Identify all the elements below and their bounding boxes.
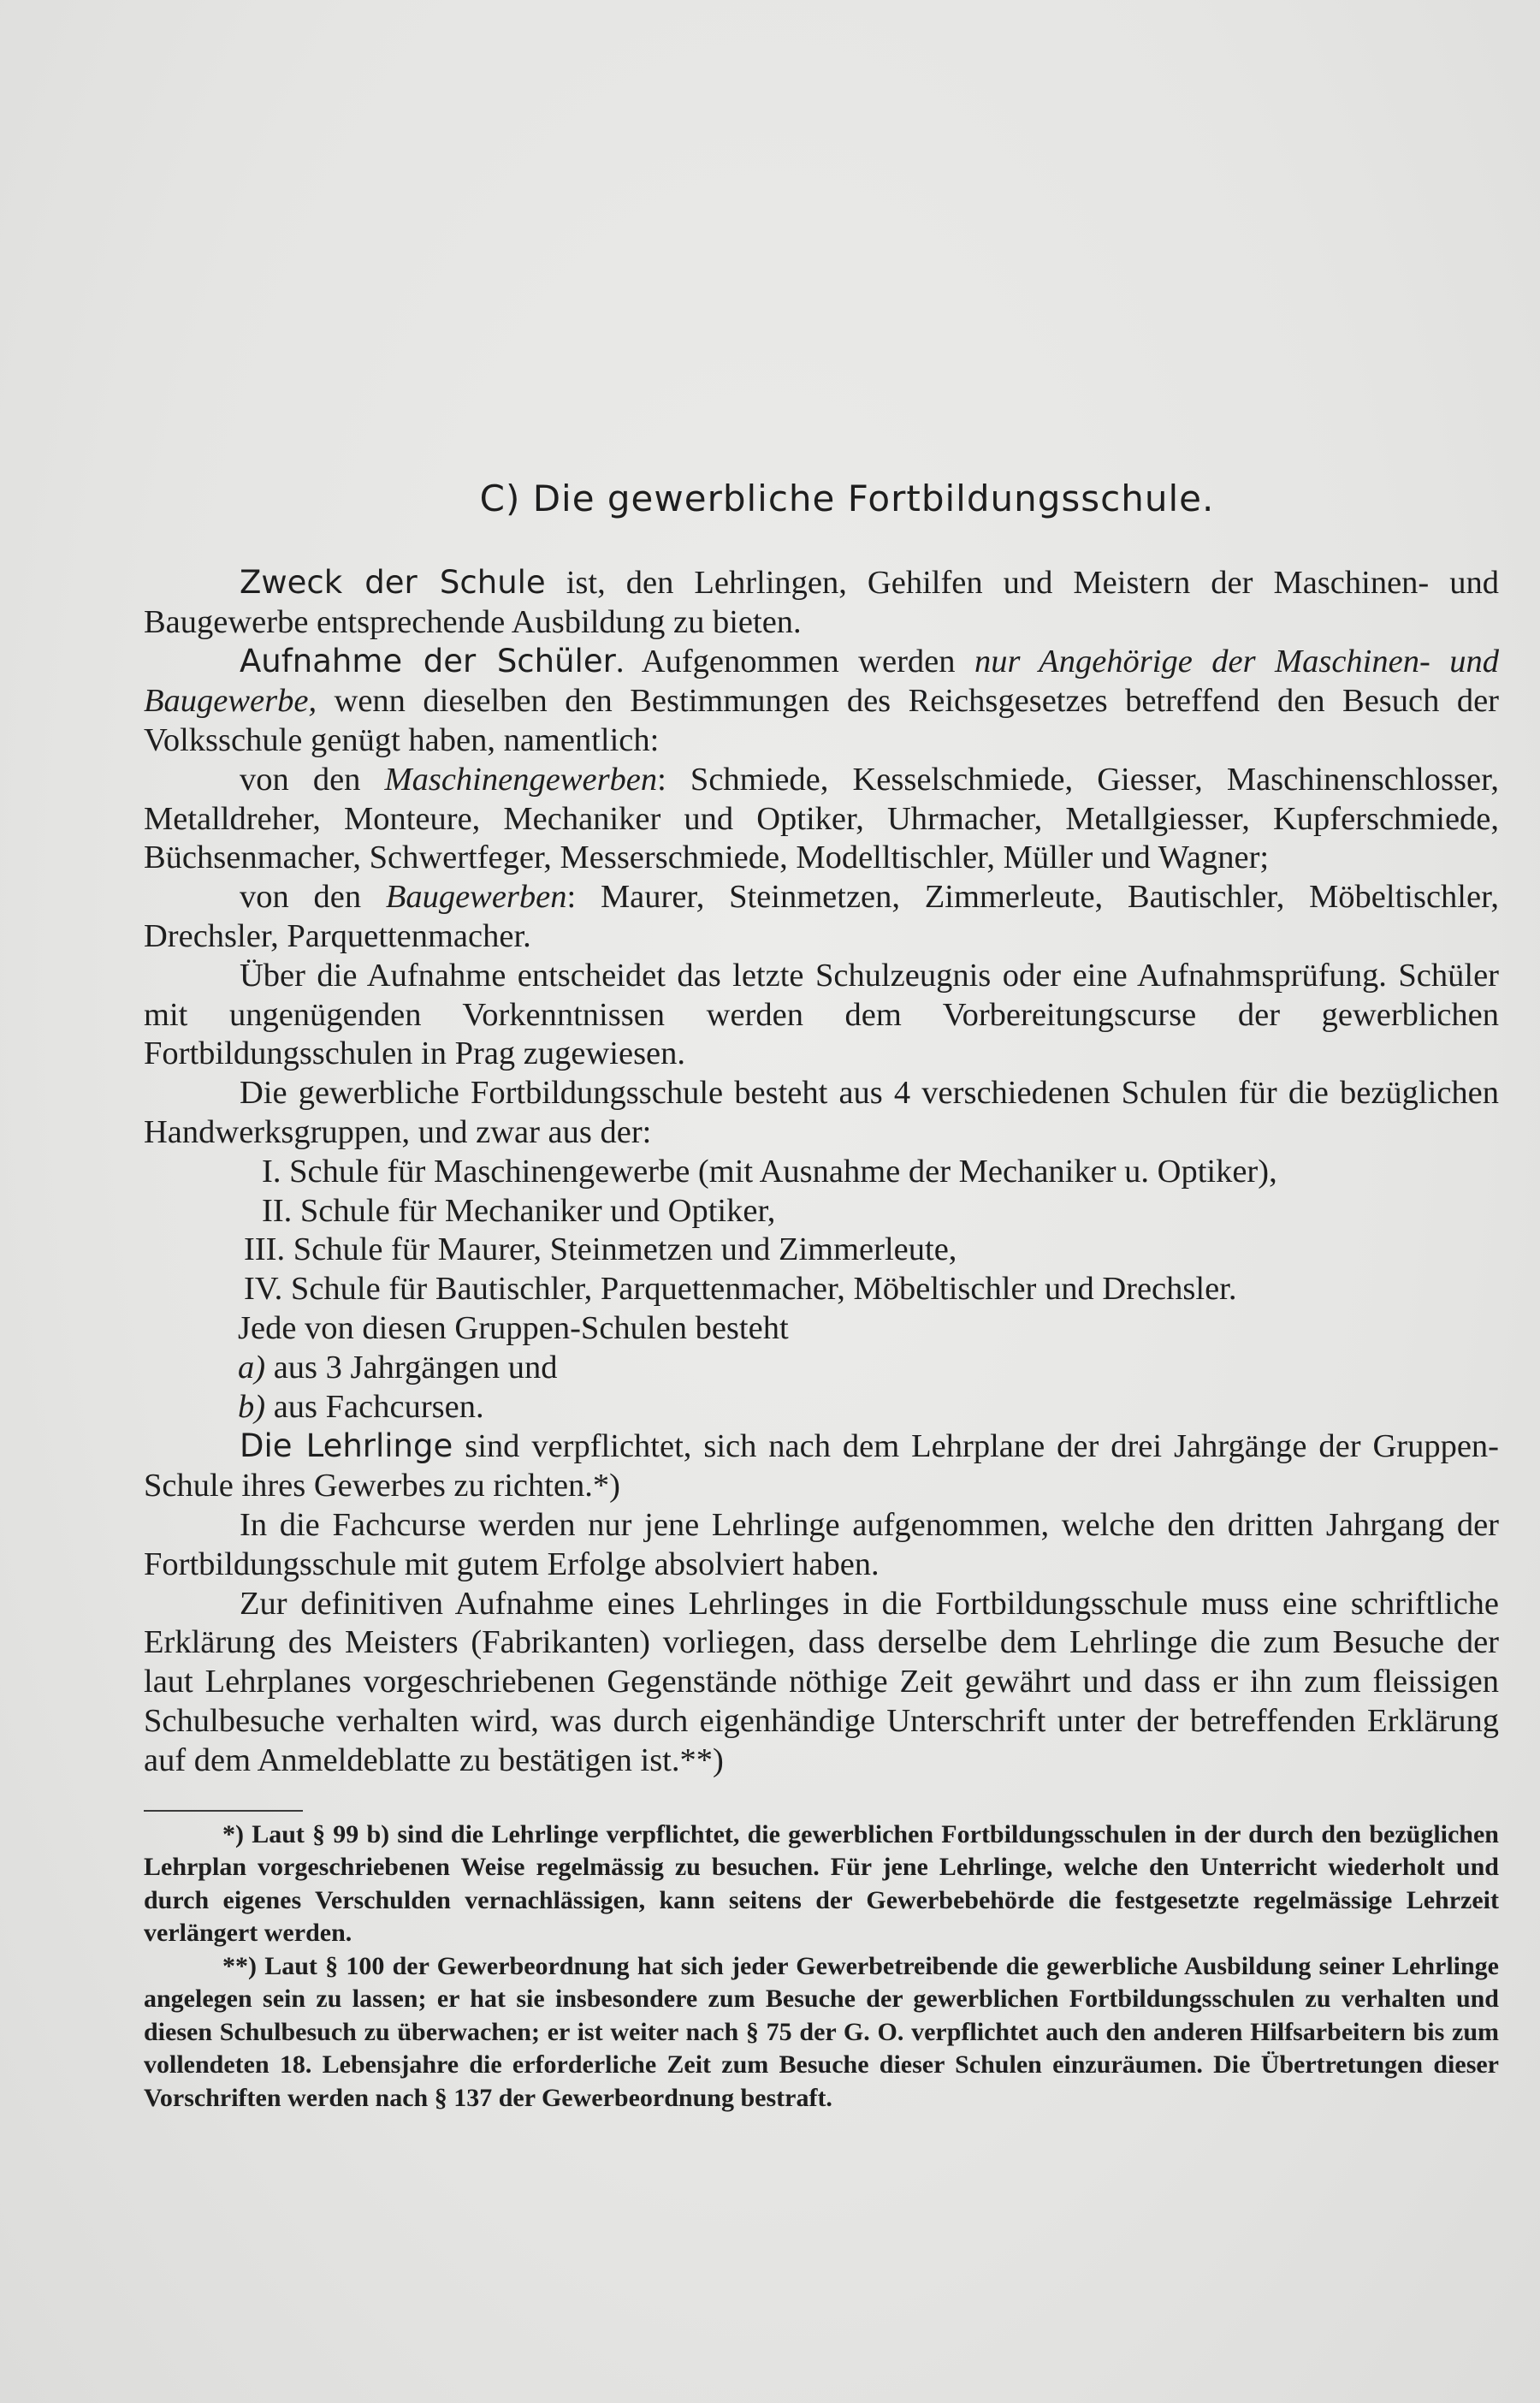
paragraph-emphasis: Baugewerben <box>385 879 567 916</box>
paragraph-lead: Die Lehrlinge <box>240 1427 453 1465</box>
paragraph-entrance-decision: Über die Aufnahme entscheidet das letzte Schulzeugnis oder eine Aufnahmsprüfung. Schüler mit ungenügenden Vorkenntnissen werden dem Vorbereitungscurse der gewerblichen Fortbildungsschulen in Prag zugewiesen. <box>144 957 1499 1072</box>
paragraph-text: sind verpflichtet, sich nach dem Lehrplane der drei Jahrgänge der Gruppen-Schule ihres Gewerbes zu richten.*) <box>144 1428 1499 1504</box>
paragraph-text: von den <box>240 879 386 916</box>
footnote: *) Laut § 99 b) sind die Lehrlinge verpflichtet, die gewerblichen Fortbildungsschulen in der durch den bezüglichen Lehrplan vorgeschriebenen Weise regelmässig zu besuchen. Für jene Lehrlinge, welche den Unterricht wiederholt und durch eigenes Verschulden vernachlässigen, kann seitens der Gewerbebehörde die festgesetzte regelmässige Lehrzeit verlängert werden. <box>144 1819 1499 1947</box>
group-text: aus 3 Jahrgängen und <box>265 1349 558 1385</box>
paragraph-special-courses: In die Fachcurse werden nur jene Lehrlinge aufgenommen, welche den dritten Jahrgang der Fortbildungsschule mit gutem Erfolge absolviert haben. <box>144 1506 1499 1582</box>
paragraph-emphasis: nur Angehörige der Maschinen- und Baugewerbe, <box>144 644 1499 720</box>
group-text: aus Fachcursen. <box>265 1388 484 1425</box>
paragraph-machine-trades <box>144 761 1499 878</box>
group-item <box>144 1388 1499 1427</box>
paragraph-lead: Zweck der Schule <box>240 563 546 601</box>
group-letter: b) <box>238 1388 266 1425</box>
paragraph-text: : Schmiede, Kesselschmiede, Giesser, Maschinenschlosser, Metalldreher, Monteure, Mechaniker und Optiker, Uhrmacher, Metallgiesser, Kupferschmiede, Büchsenmacher, Schwertfeger, Messerschmiede, Modelltischler, Müller und Wagner; <box>144 761 1500 876</box>
school-list-item: III. Schule für Maurer, Steinmetzen und Zimmerleute, <box>244 1231 957 1268</box>
paragraph-definitive-admission: Zur definitiven Aufnahme eines Lehrlinges in die Fortbildungsschule muss eine schriftliche Erklärung des Meisters (Fabrikanten) vorliegen, dass derselbe dem Lehrlinge die zum Besuche der laut Lehrplanes vorgeschriebenen Gegenstände nöthige Zeit gewährt und dass er ihn zum fleissigen Schulbesuche verhalten wird, was durch eigenhändige Unterschrift unter der betreffenden Erklärung auf dem Anmeldeblatte zu bestätigen ist.**) <box>144 1585 1499 1778</box>
paragraph-text: ist, den Lehrlingen, Gehilfen und Meistern der Maschinen- und Baugewerbe entsprechende Ausbildung zu bieten. <box>144 564 1499 640</box>
paragraph-text: . Aufgenommen werden <box>615 644 974 680</box>
paragraph-purpose <box>144 563 1499 643</box>
paragraph-school-structure: Die gewerbliche Fortbildungsschule besteht aus 4 verschiedenen Schulen für die bezüglichen Handwerksgruppen, und zwar aus der: <box>144 1075 1499 1150</box>
school-list-item: II. Schule für Mechaniker und Optiker, <box>262 1192 776 1229</box>
footnote-divider <box>144 1810 303 1812</box>
paragraph-admission <box>144 642 1499 760</box>
paragraph-building-trades <box>144 878 1499 957</box>
paragraph-text: von den <box>240 761 385 798</box>
paragraph-apprentices <box>144 1427 1499 1506</box>
footnote: **) Laut § 100 der Gewerbeordnung hat sich jeder Gewerbetreibende die gewerbliche Ausbildung seiner Lehrlinge angelegen sein zu lassen; er hat sie insbesondere zum Besuche der gewerblichen Fortbildungsschulen zu verhalten und diesen Schulbesuch zu überwachen; er ist weiter nach § 75 der G. O. verpflichtet auch den anderen Hilfsarbeitern bis zum vollendeten 18. Lebensjahre die erforderliche Zeit zum Besuche dieser Schulen einzuräumen. Die Übertretungen dieser Vorschriften werden nach § 137 der Gewerbeordnung bestraft. <box>144 1951 1499 2112</box>
school-list-item: IV. Schule für Bautischler, Parquettenmacher, Möbeltischler und Drechsler. <box>244 1271 1237 1308</box>
paragraph-text: : Maurer, Steinmetzen, Zimmerleute, Bautischler, Möbeltischler, Drechsler, Parquettenmacher. <box>144 879 1499 954</box>
group-letter: a) <box>238 1349 266 1385</box>
paragraph-emphasis: Maschinengewerben <box>384 761 658 798</box>
paragraph-text: wenn dieselben den Bestimmungen des Reichsgesetzes betreffend den Besuch der Volksschule genügt haben, namentlich: <box>144 683 1499 758</box>
group-item <box>144 1349 1499 1388</box>
section-heading: C) Die gewerbliche Fortbildungsschule. <box>479 478 1215 519</box>
paragraph-lead: Aufnahme der Schüler <box>240 643 616 680</box>
school-list-item: I. Schule für Maschinengewerbe (mit Ausnahme der Mechaniker u. Optiker), <box>262 1153 1277 1190</box>
page-text <box>144 479 1499 2115</box>
groups-intro: Jede von diesen Gruppen-Schulen besteht <box>238 1309 789 1346</box>
